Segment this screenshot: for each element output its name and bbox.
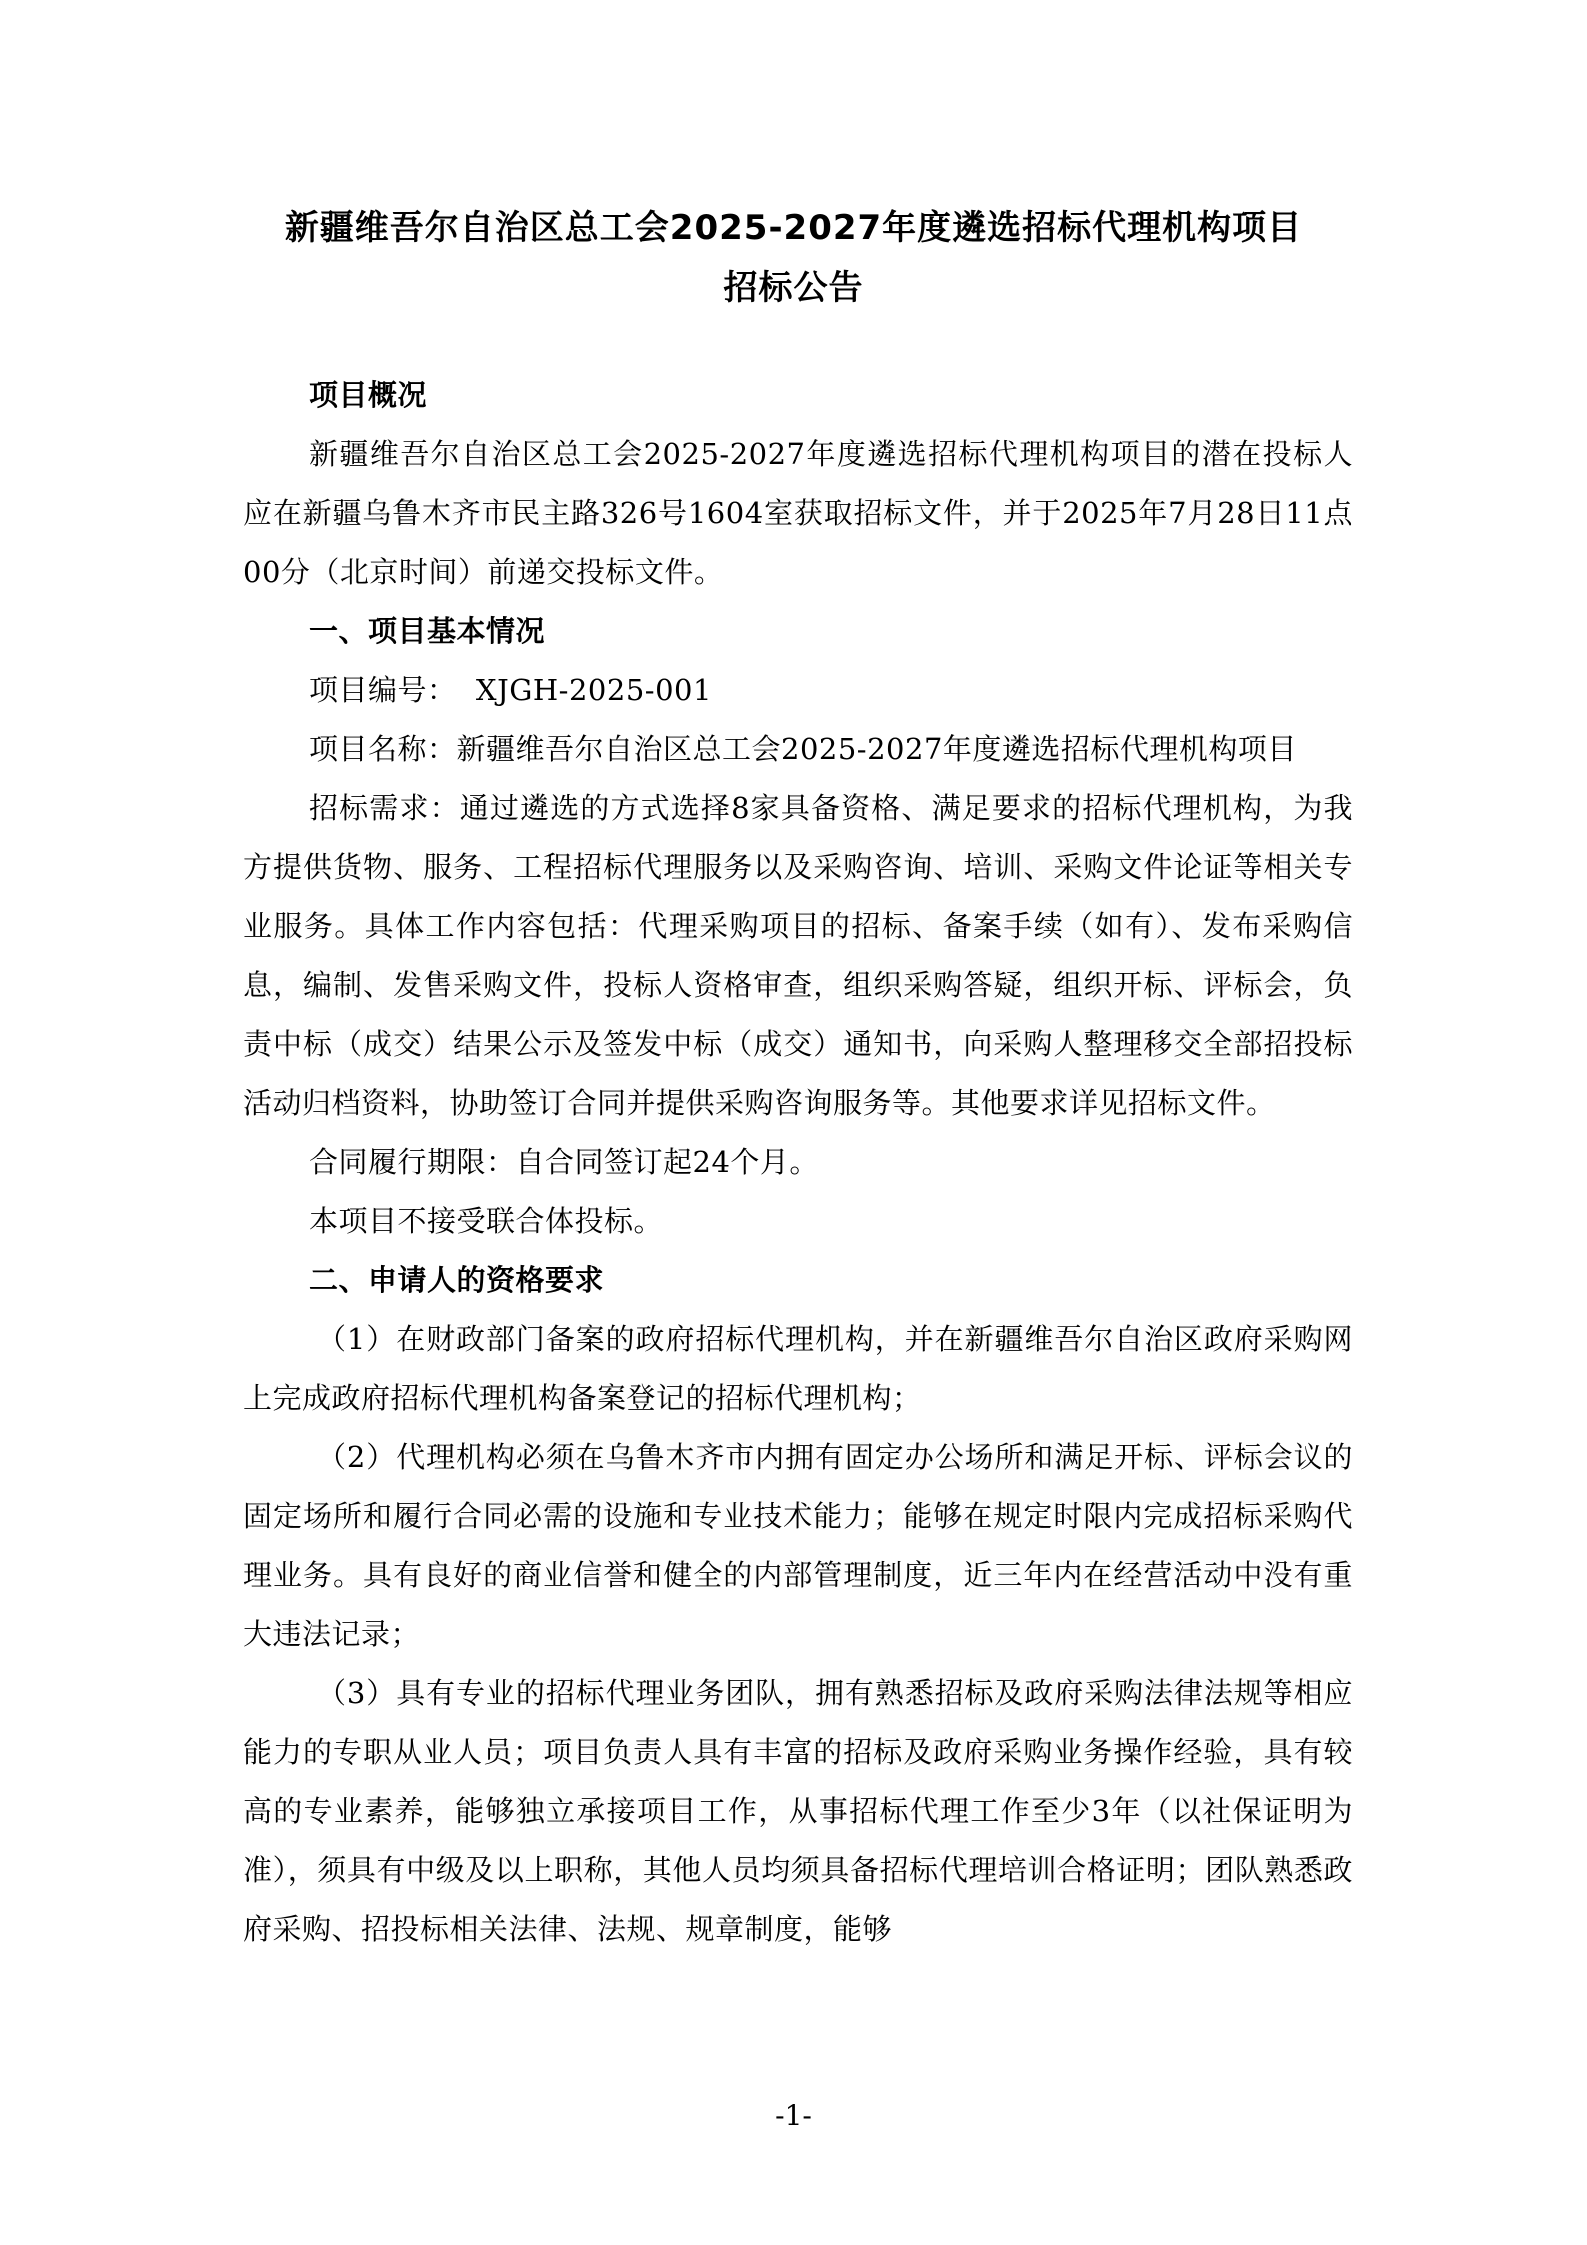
project-number: 项目编号： XJGH-2025-001 — [309, 673, 712, 707]
qualification-3: （3）具有专业的招标代理业务团队，拥有熟悉招标及政府采购法律法规等相应能力的专职从业人员；项目负责人具有丰富的招标及政府采购业务操作经验，具有较高的专业素养，能够独立承接项目工作，从事招标代理工作至少3年（以社保证明为准），须具有中级及以上职称，其他人员均须具备招标代理培训合格证明；团队熟悉政府采购、招投标相关法律、法规、规章制度，能够 — [243, 1676, 1353, 1946]
page-number: -1- — [775, 2099, 812, 2132]
overview-paragraph: 新疆维吾尔自治区总工会2025-2027年度遴选招标代理机构项目的潜在投标人应在新疆乌鲁木齐市民主路326号1604室获取招标文件，并于2025年7月28日11点00分（北京时间）前递交投标文件。 — [243, 437, 1353, 589]
section-2-heading: 二、申请人的资格要求 — [309, 1263, 605, 1297]
qualification-2: （2）代理机构必须在乌鲁木齐市内拥有固定办公场所和满足开标、评标会议的固定场所和履行合同必需的设施和专业技术能力；能够在规定时限内完成招标采购代理业务。具有良好的商业信誉和健全的内部管理制度，近三年内在经营活动中没有重大违法记录； — [243, 1440, 1353, 1651]
document-title-line-2: 招标公告 — [723, 268, 864, 308]
qualification-1: （1）在财政部门备案的政府招标代理机构，并在新疆维吾尔自治区政府采购网上完成政府招标代理机构备案登记的招标代理机构； — [243, 1322, 1353, 1415]
no-consortium-note: 本项目不接受联合体投标。 — [309, 1204, 664, 1238]
section-1-heading: 一、项目基本情况 — [309, 614, 546, 648]
document-body — [243, 366, 1353, 1959]
project-name: 项目名称：新疆维吾尔自治区总工会2025-2027年度遴选招标代理机构项目 — [309, 732, 1297, 766]
overview-heading: 项目概况 — [309, 378, 428, 412]
document-title-line-1: 新疆维吾尔自治区总工会2025-2027年度遴选招标代理机构项目 — [284, 208, 1303, 248]
contract-period: 合同履行期限：自合同签订起24个月。 — [309, 1145, 819, 1179]
requirements-paragraph: 招标需求：通过遴选的方式选择8家具备资格、满足要求的招标代理机构，为我方提供货物、服务、工程招标代理服务以及采购咨询、培训、采购文件论证等相关专业服务。具体工作内容包括：代理采购项目的招标、备案手续（如有）、发布采购信息，编制、发售采购文件，投标人资格审查，组织采购答疑，组织开标、评标会，负责中标（成交）结果公示及签发中标（成交）通知书，向采购人整理移交全部招投标活动归档资料，协助签订合同并提供采购咨询服务等。其他要求详见招标文件。 — [243, 791, 1353, 1120]
